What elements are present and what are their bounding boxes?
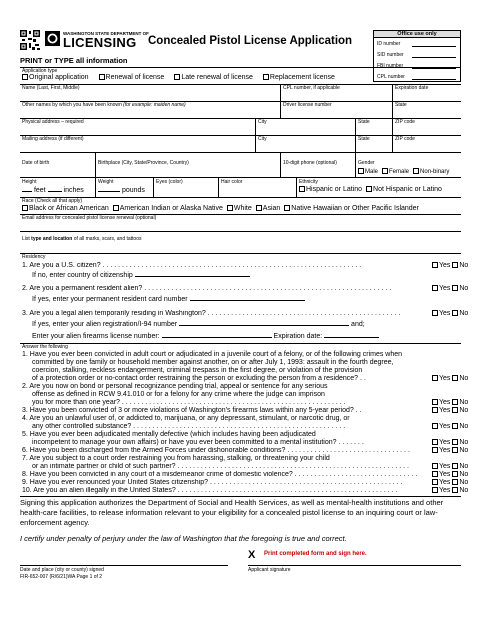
dol-seal-icon	[45, 31, 60, 46]
height-field[interactable]: feet inches	[22, 187, 84, 195]
question-7-yes-no[interactable]: Yes No	[432, 463, 468, 471]
physical-city-field[interactable]: City	[258, 119, 267, 125]
marks-field[interactable]: List type and location of all marks, scars, and tattoos	[22, 236, 142, 242]
application-type-label: Application type	[22, 68, 58, 74]
dob-field[interactable]: Date of birth	[22, 160, 50, 166]
question-8-yes-no[interactable]: Yes No	[432, 471, 468, 479]
residency-q3: 3. Are you a legal alien temporarily residing in Washington? . . . . . . . . . . . . . . . . . . . . . . . . . . . . . . . . . . . . . . . . . . . . . . . . . .	[22, 310, 401, 317]
date-place-label: Date and place (city or county) signed	[20, 567, 104, 573]
print-and-sign-note: Print completed form and sign here.	[264, 551, 367, 557]
drivers-license-field[interactable]: Driver license number	[283, 102, 332, 108]
question-1: 1. Have you ever been convicted in adult court or adjudicated in a juvenile court of a felony, or of the following crimes when committed by one family or household member against another, on or after July 1, 1993: assault in the fourth degree, coercion, stalking, reckless endangerment, criminal trespass in the first degree, or violation of the provision of a protection order or no-contact order restraining the person or excluding the person from a residence? . .	[22, 351, 403, 382]
gender-female-checkbox[interactable]: Female	[382, 168, 409, 176]
height-label: Height	[22, 179, 37, 185]
renewal-checkbox[interactable]: Renewal of license	[99, 74, 165, 82]
race-label: Race (Check all that apply)	[22, 198, 83, 204]
form-number: FIR-652-007 (R/6/21)WA Page 1 of 2	[20, 574, 103, 580]
resident-card-field[interactable]: If yes, enter your permanent resident card number	[32, 296, 305, 304]
weight-field[interactable]: pounds	[98, 187, 145, 195]
mailing-zip-field[interactable]: ZIP code	[395, 136, 415, 142]
mailing-city-field[interactable]: City	[258, 136, 267, 142]
signature-line[interactable]	[248, 565, 461, 566]
hair-field[interactable]: Hair color	[221, 179, 243, 185]
office-id-number: ID number	[374, 38, 460, 49]
other-names-field[interactable]: Other names by which you have been known (for example: maiden name)	[22, 102, 186, 108]
agency-line1: WASHINGTON STATE DEPARTMENT OF	[63, 31, 149, 36]
original-application-checkbox[interactable]: Original application	[22, 74, 89, 82]
ethnicity-label: Ethnicity	[299, 179, 318, 185]
agency-line2: LICENSING	[63, 35, 137, 50]
residency-q1-yes-no[interactable]: Yes No	[432, 262, 468, 270]
question-4: 4. Are you an unlawful user of, or addicted to, marijuana, or any depressant, stimulant, or narcotic drug, or any other controlled substance? . . . . . . . . . . . . . . . . . . . . . . . . . . . . . . . . . . . . . . . . . . . . . . . . . . . . . . .	[22, 415, 350, 430]
residency-q2: 2. Are you a permanent resident alien? . . . . . . . . . . . . . . . . . . . . . . . . . . . . . . . . . . . . . . . . . . . . . . . . . . . . . . . . . . . . . . . .	[22, 285, 392, 292]
question-2: 2. Are you now on bond or personal recognizance pending trial, appeal or sentence for any serious offense as defined in RCW 9.41.010 or for a felony for any crime where the judge can imprison you for more than one year? . . . . . . . . . . . . . . . . . . . . . . . . . . . . . . . . . . . . . . . . . . . . . . . . . . . . . . . . . .	[22, 383, 346, 406]
office-use-box	[373, 30, 461, 82]
certification-text: I certify under penalty of perjury under the law of Washington that the foregoing is true and correct.	[20, 534, 347, 543]
gender-label: Gender	[358, 160, 375, 166]
email-field[interactable]: Email address for concealed pistol license renewal (optional)	[22, 215, 157, 221]
signature-x-mark: X	[248, 549, 256, 561]
cpl-number-field[interactable]: CPL number, if applicable	[283, 85, 340, 91]
mailing-address-field[interactable]: Mailing address (if different)	[22, 136, 84, 142]
question-3-yes-no[interactable]: Yes No	[432, 407, 468, 415]
dl-state-field[interactable]: State	[395, 102, 407, 108]
date-place-line[interactable]	[20, 565, 228, 566]
question-7: 7. Are you subject to a court order restraining you from harassing, stalking, or threatening your child or an intimate partner or child of such partner? . . . . . . . . . . . . . . . . . . . . . . . . . . . . . . . . . . . . . . . . . . . . . . . . . . . . . . . . . . . .	[22, 455, 409, 470]
phone-field[interactable]: 10-digit phone (optional)	[283, 160, 337, 166]
question-4-yes-no[interactable]: Yes No	[432, 423, 468, 431]
race-white-checkbox[interactable]: White	[227, 205, 252, 213]
name-field[interactable]: Name (Last, First, Middle)	[22, 85, 80, 91]
answers-label: Answer the following	[22, 344, 68, 350]
office-fbi-number: FBI number	[374, 60, 460, 71]
question-1-yes-no[interactable]: Yes No	[432, 375, 468, 383]
replacement-checkbox[interactable]: Replacement license	[263, 74, 335, 82]
residency-q1: 1. Are you a U.S. citizen? . . . . . . . . . . . . . . . . . . . . . . . . . . . . . . . . . . . . . . . . . . . . . . . . . . . . . . . . . . . . . . . . . . .	[22, 262, 362, 269]
question-8: 8. Have you been convicted in any court of a misdemeanor crime of domestic violence? . . . . . . . . . . . . . . . . . . . . . . . . . . . . . . . .	[22, 471, 418, 478]
gender-nonbinary-checkbox[interactable]: Non-binary	[413, 168, 449, 176]
weight-label: Weight	[98, 179, 114, 185]
question-10-yes-no[interactable]: Yes No	[432, 487, 468, 495]
office-sid-number: SID number	[374, 49, 460, 60]
late-renewal-checkbox[interactable]: Late renewal of license	[174, 74, 253, 82]
residency-label: Residency	[22, 254, 46, 260]
physical-zip-field[interactable]: ZIP code	[395, 119, 415, 125]
question-3: 3. Have you been convicted of 3 or more violations of Washington's firearms laws within any 5-year period? . .	[22, 407, 362, 414]
question-5: 5. Have you ever been adjudicated mentally defective (which includes having been adjudicated incompetent to manage your own affairs) or have you ever been committed to a mental institution? . . . . . . .	[22, 431, 364, 446]
hispanic-checkbox[interactable]: Hispanic or Latino	[299, 186, 362, 194]
signature-label: Applicant signature	[248, 567, 291, 573]
birthplace-field[interactable]: Birthplace (City, State/Province, Country)	[98, 160, 189, 166]
print-instruction: PRINT or TYPE all information	[20, 56, 128, 65]
expiration-date-field[interactable]: Expiration date	[395, 85, 429, 91]
question-9: 9. Have you ever renounced your United States citizenship? . . . . . . . . . . . . . . . . . . . . . . . . . . . . . . . . . . . . . . . . . . . . . . . . . .	[22, 479, 403, 486]
office-use-title: Office use only	[374, 31, 460, 38]
eyes-field[interactable]: Eyes (color)	[156, 179, 183, 185]
alien-registration-field[interactable]: If yes, enter your alien registration/I-94 number and;	[32, 321, 365, 328]
qr-code	[20, 30, 40, 50]
race-black-checkbox[interactable]: Black or African American	[22, 205, 109, 213]
race-native-checkbox[interactable]: American Indian or Alaska Native	[113, 205, 223, 213]
not-hispanic-checkbox[interactable]: Not Hispanic or Latino	[366, 186, 442, 194]
page-title: Concealed Pistol License Application	[148, 35, 353, 47]
residency-q2-yes-no[interactable]: Yes No	[432, 285, 468, 293]
question-6-yes-no[interactable]: Yes No	[432, 447, 468, 455]
citizenship-country-field[interactable]: If no, enter country of citizenship	[32, 272, 250, 280]
physical-address-field[interactable]: Physical address – required	[22, 119, 84, 125]
office-cpl-number: CPL number	[374, 71, 460, 82]
gender-male-checkbox[interactable]: Male	[358, 168, 378, 176]
question-6: 6. Have you been discharged from the Armed Forces under dishonorable conditions? . . . . . . . . . . . . . . . . . . . . . . . . . . . . . . . .	[22, 447, 410, 454]
authorization-text: Signing this application authorizes the Department of Social and Health Services, as well as mental-health institutions and other health-care facilities, to release information relevant to your eligibility for a concealed pistol license to an inquiring court or law-enforcement agency.	[20, 498, 444, 527]
residency-q3-yes-no[interactable]: Yes No	[432, 310, 468, 318]
mailing-state-field[interactable]: State	[358, 136, 370, 142]
race-asian-checkbox[interactable]: Asian	[256, 205, 281, 213]
race-pacific-checkbox[interactable]: Native Hawaiian or Other Pacific Islander	[284, 205, 419, 213]
alien-firearms-license-field[interactable]: Enter your alien firearms license number: Expiration date:	[32, 333, 379, 341]
question-10: 10. Are you an alien illegally in the United States? . . . . . . . . . . . . . . . . . . . . . . . . . . . . . . . . . . . . . . . . . . . . . . . . . . . . . . . . .	[22, 487, 398, 494]
question-9-yes-no[interactable]: Yes No	[432, 479, 468, 487]
question-2-yes-no[interactable]: Yes No	[432, 399, 468, 407]
physical-state-field[interactable]: State	[358, 119, 370, 125]
question-5-yes-no[interactable]: Yes No	[432, 439, 468, 447]
